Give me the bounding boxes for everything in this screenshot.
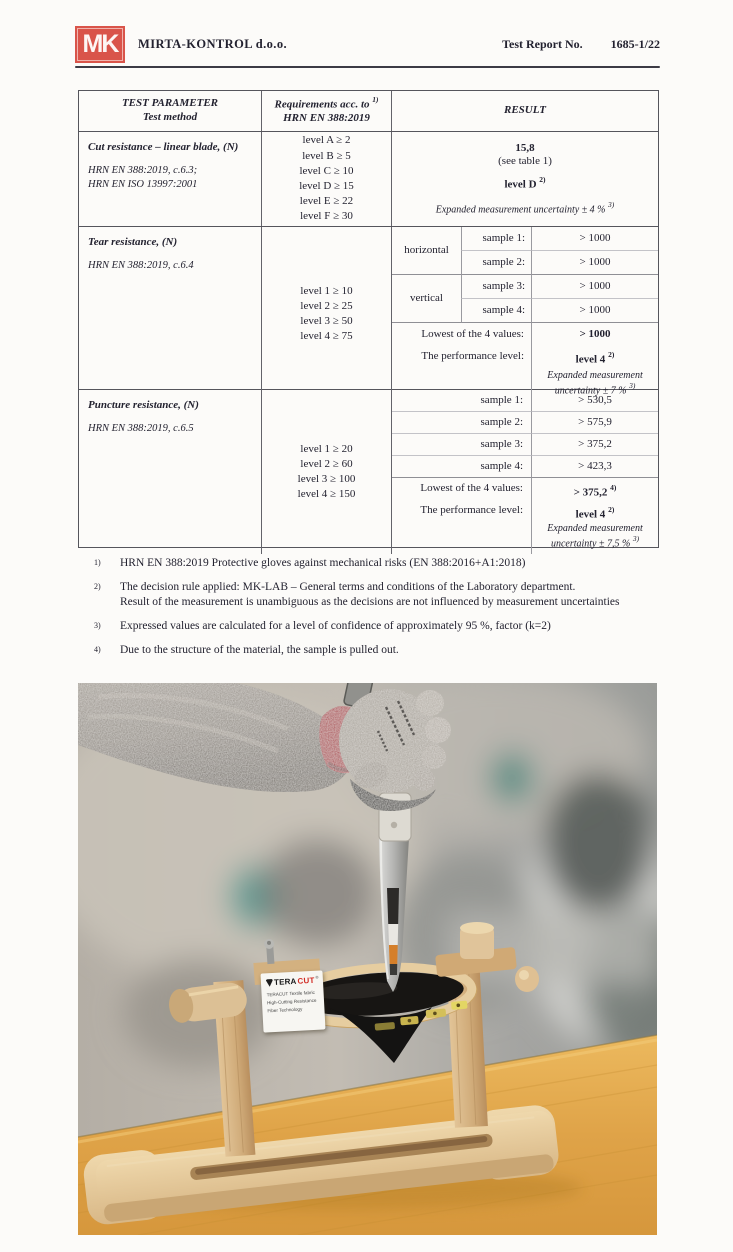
- puncture-sample-label: sample 1:: [392, 390, 531, 412]
- tear-performance-label: The performance level:: [421, 350, 524, 362]
- tear-lowest-value: > 1000: [531, 323, 658, 345]
- apparatus-illustration: [78, 683, 657, 1235]
- cut-result-note: (see table 1): [498, 155, 552, 168]
- report-label: Test Report No.: [502, 37, 583, 51]
- tear-orientation-horizontal: horizontal: [392, 227, 461, 275]
- tear-uncertainty: Expanded measurement uncertainty ± 7 % $^{3)}$: [531, 367, 658, 401]
- tear-orientation-vertical: vertical: [392, 275, 461, 323]
- header-rule: [75, 66, 660, 68]
- puncture-sample-value: > 575,9: [531, 412, 658, 434]
- test-apparatus-photo: [78, 683, 657, 1235]
- tear-sample-label: sample 4:: [461, 299, 531, 323]
- header-requirements: Requirements acc. to $^{1)}$ HRN EN 388:2019: [261, 91, 391, 131]
- results-table: [78, 90, 659, 548]
- report-number: 1685-1/22: [610, 37, 660, 51]
- teracut-label-card: [260, 970, 325, 1032]
- cut-result-value: 15,8: [515, 141, 535, 154]
- puncture-performance-label: The performance level:: [420, 504, 523, 516]
- puncture-sample-value: > 375,2: [531, 434, 658, 456]
- footnote-3: 3) Expressed values are calculated for a level of confidence of approximately 95 %, factor (k=2): [94, 620, 551, 632]
- puncture-performance-value: level 4 $^{2)}$: [531, 500, 658, 520]
- row-tear-resistance: [79, 226, 658, 397]
- header-test-parameter: TEST PARAMETER Test method: [121, 97, 219, 123]
- tear-parameter-cell: Tear resistance, (N) HRN EN 388:2019, c.6.4: [88, 236, 194, 271]
- tear-sample-label: sample 3:: [461, 275, 531, 299]
- report-number-block: [502, 37, 660, 52]
- report-header: [75, 26, 660, 63]
- puncture-sample-label: sample 4:: [392, 456, 531, 478]
- mk-logo: [75, 26, 125, 63]
- footnote-2: 2) The decision rule applied: MK-LAB – General terms and conditions of the Laboratory department. Result of the measurement is unambiguous as the decisions are not influenced by measurement uncertainties: [94, 581, 620, 608]
- tear-requirements-cell: level 1 ≥ 10 level 2 ≥ 25 level 3 ≥ 50 level 4 ≥ 75: [261, 227, 391, 401]
- tear-sample-label: sample 2:: [461, 251, 531, 275]
- tear-sample-value: > 1000: [531, 251, 658, 275]
- teracut-brand: TERA CUT ®: [266, 976, 320, 988]
- tear-sample-value: > 1000: [531, 299, 658, 323]
- tear-sample-label: sample 1:: [461, 227, 531, 251]
- tear-sample-value: > 1000: [531, 275, 658, 299]
- header-result: RESULT: [391, 91, 658, 131]
- cut-parameter-cell: Cut resistance – linear blade, (N) HRN EN 388:2019, c.6.3; HRN EN ISO 13997:2001: [88, 141, 239, 190]
- tear-lowest-label: Lowest of the 4 values:: [421, 328, 524, 340]
- cut-result-cell: [391, 132, 658, 226]
- puncture-sample-label: sample 3:: [392, 434, 531, 456]
- puncture-requirements-cell: level 1 ≥ 20 level 2 ≥ 60 level 3 ≥ 100 level 4 ≥ 150: [261, 390, 391, 554]
- row-puncture-resistance: [79, 389, 658, 550]
- puncture-sample-value: > 530,5: [531, 390, 658, 412]
- footnote-1: 1) HRN EN 388:2019 Protective gloves against mechanical risks (EN 388:2016+A1:2018): [94, 557, 526, 569]
- footnotes: [78, 556, 660, 667]
- puncture-lowest-label: Lowest of the 4 values:: [420, 482, 523, 494]
- tear-performance-value: level 4 $^{2)}$: [531, 345, 658, 367]
- puncture-lowest-value: > 375,2 $^{4)}$: [531, 478, 658, 500]
- cut-result-level: level D $^{2)}$: [504, 175, 546, 191]
- puncture-parameter-cell: Puncture resistance, (N) HRN EN 388:2019, c.6.5: [88, 399, 199, 434]
- puncture-uncertainty: Expanded measurement uncertainty ± 7,5 % $^{3)}$: [531, 520, 658, 554]
- company-name: MIRTA-KONTROL d.o.o.: [138, 37, 288, 51]
- cut-uncertainty: Expanded measurement uncertainty ± 4 % $^{3)}$: [435, 199, 615, 215]
- tear-sample-value: > 1000: [531, 227, 658, 251]
- footnote-4: 4) Due to the structure of the material, the sample is pulled out.: [94, 644, 399, 656]
- cut-requirements-cell: level A ≥ 2 level B ≥ 5 level C ≥ 10 level D ≥ 15 level E ≥ 22 level F ≥ 30: [261, 132, 391, 226]
- tear-result-cell: [391, 227, 658, 401]
- puncture-sample-value: > 423,3: [531, 456, 658, 478]
- puncture-sample-label: sample 2:: [392, 412, 531, 434]
- teracut-label-text: TERACUT Textile fabric High-Cutting Resistance Fiber Technology: [266, 989, 317, 1013]
- table-header-row: [79, 91, 658, 131]
- row-cut-resistance: [79, 131, 658, 226]
- mk-logo-text: MK: [82, 30, 118, 58]
- teracut-shield-icon: [266, 979, 273, 987]
- puncture-result-cell: [391, 390, 658, 554]
